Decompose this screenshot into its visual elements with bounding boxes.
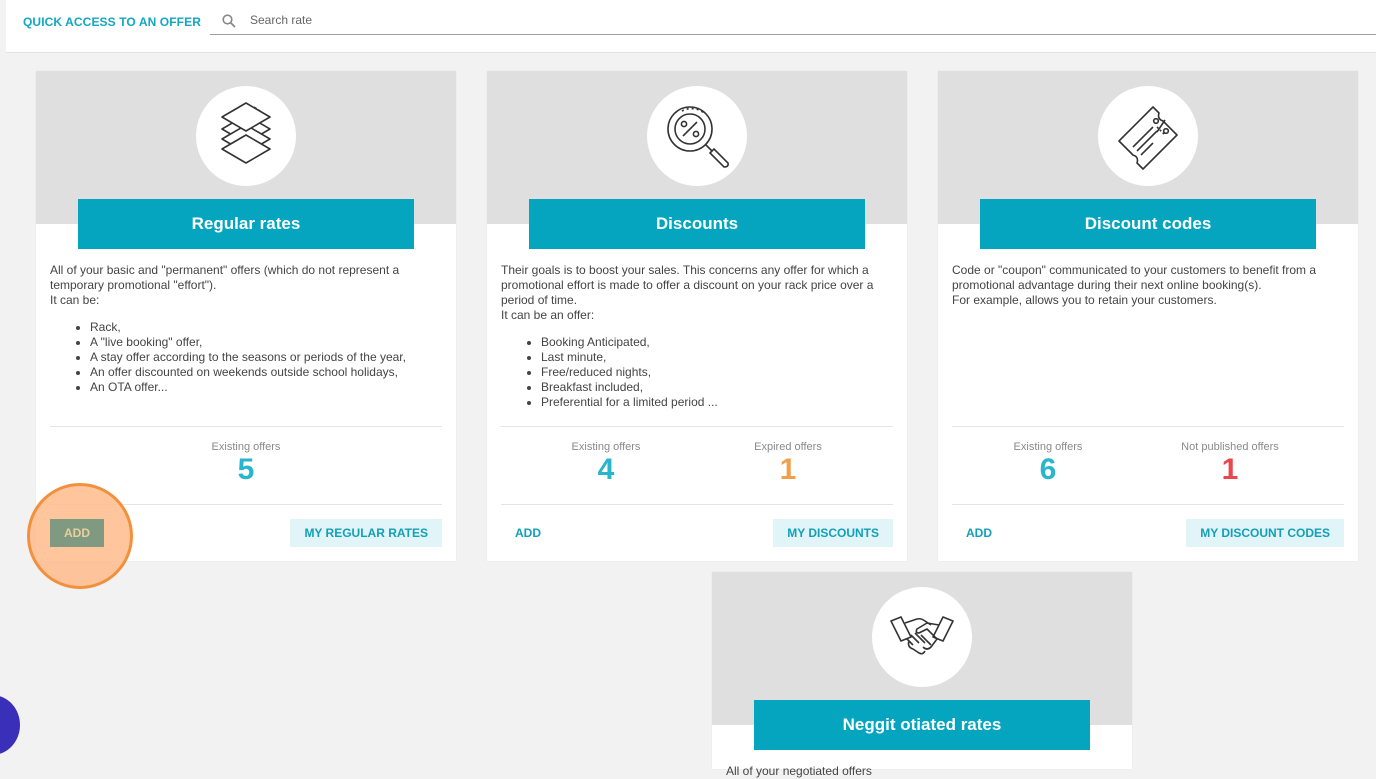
add-discount-code-button[interactable]: ADD bbox=[966, 526, 992, 540]
stat-expired-offers bbox=[703, 441, 873, 486]
floating-chat-button[interactable] bbox=[0, 695, 20, 755]
list-item: • An OTA offer... bbox=[90, 380, 440, 395]
description-line: It can be an offer: bbox=[501, 308, 595, 322]
divider bbox=[501, 504, 893, 505]
divider bbox=[952, 504, 1344, 505]
card-title[interactable]: Regular rates bbox=[78, 199, 414, 249]
stat-label: Not published offers bbox=[1181, 441, 1279, 453]
coupon-icon bbox=[1098, 86, 1198, 186]
my-regular-rates-button[interactable]: MY REGULAR RATES bbox=[290, 519, 442, 547]
divider bbox=[501, 426, 893, 427]
stat-value: 6 bbox=[1039, 453, 1057, 486]
stat-value: 4 bbox=[597, 453, 615, 486]
list-item: • A stay offer according to the seasons or periods of the year, bbox=[90, 350, 440, 365]
offer-list bbox=[50, 320, 440, 395]
divider bbox=[50, 426, 442, 427]
card-title[interactable]: Discount codes bbox=[980, 199, 1316, 249]
stat-existing-offers bbox=[161, 441, 331, 486]
card-negotiated-rates bbox=[712, 572, 1132, 778]
description-line: All of your negotiated offers bbox=[726, 764, 872, 778]
add-discount-button[interactable]: ADD bbox=[515, 526, 541, 540]
handshake-icon bbox=[872, 587, 972, 687]
percent-magnifier-icon bbox=[647, 86, 747, 186]
top-bar bbox=[6, 0, 1376, 53]
my-discounts-button[interactable]: MY DISCOUNTS bbox=[773, 519, 893, 547]
stat-not-published-offers bbox=[1145, 441, 1315, 486]
description-line: Code or "coupon" communicated to your customers to benefit from a promotional advantage during their next online booking(s). bbox=[952, 263, 1317, 292]
layers-icon bbox=[196, 86, 296, 186]
list-item: • Breakfast included, bbox=[541, 380, 891, 395]
search-icon bbox=[222, 14, 236, 28]
divider bbox=[952, 426, 1344, 427]
stat-value: 5 bbox=[237, 453, 255, 486]
card-description bbox=[726, 764, 1116, 779]
card-description bbox=[952, 263, 1342, 308]
list-item: • Booking Anticipated, bbox=[541, 335, 891, 350]
offer-list bbox=[501, 335, 891, 410]
search-bar[interactable] bbox=[210, 8, 1376, 35]
list-item: • Preferential for a limited period ... bbox=[541, 395, 891, 410]
my-discount-codes-button[interactable]: MY DISCOUNT CODES bbox=[1186, 519, 1344, 547]
list-item: • Last minute, bbox=[541, 350, 891, 365]
list-item: • An offer discounted on weekends outside school holidays, bbox=[90, 365, 440, 380]
stat-existing-offers bbox=[521, 441, 691, 486]
list-item: • Free/reduced nights, bbox=[541, 365, 891, 380]
quick-access-label: QUICK ACCESS TO AN OFFER bbox=[23, 15, 201, 29]
card-title[interactable]: Neggit otiated rates bbox=[754, 700, 1090, 750]
stat-value: 1 bbox=[779, 453, 797, 486]
list-item: • Rack, bbox=[90, 320, 440, 335]
card-title[interactable]: Discounts bbox=[529, 199, 865, 249]
description-line: For example, allows you to retain your customers. bbox=[952, 293, 1217, 307]
description-line: It can be: bbox=[50, 293, 100, 307]
description-line: Their goals is to boost your sales. This concerns any offer for which a promotional effort is made to offer a discount on your rack price over a period of time. bbox=[501, 263, 874, 307]
stat-label: Existing offers bbox=[211, 441, 281, 453]
add-regular-rate-button[interactable]: ADD bbox=[50, 519, 104, 547]
search-input[interactable] bbox=[248, 12, 852, 28]
stat-label: Existing offers bbox=[1013, 441, 1083, 453]
card-description bbox=[50, 263, 440, 395]
stat-label: Expired offers bbox=[754, 441, 822, 453]
stat-label: Existing offers bbox=[571, 441, 641, 453]
stat-value: 1 bbox=[1221, 453, 1239, 486]
card-discount-codes bbox=[938, 71, 1358, 561]
description-line: All of your basic and "permanent" offers (which do not represent a temporary promotional "effort"). bbox=[50, 263, 400, 292]
card-description bbox=[501, 263, 891, 410]
stat-existing-offers bbox=[963, 441, 1133, 486]
list-item: • A "live booking" offer, bbox=[90, 335, 440, 350]
card-discounts bbox=[487, 71, 907, 561]
